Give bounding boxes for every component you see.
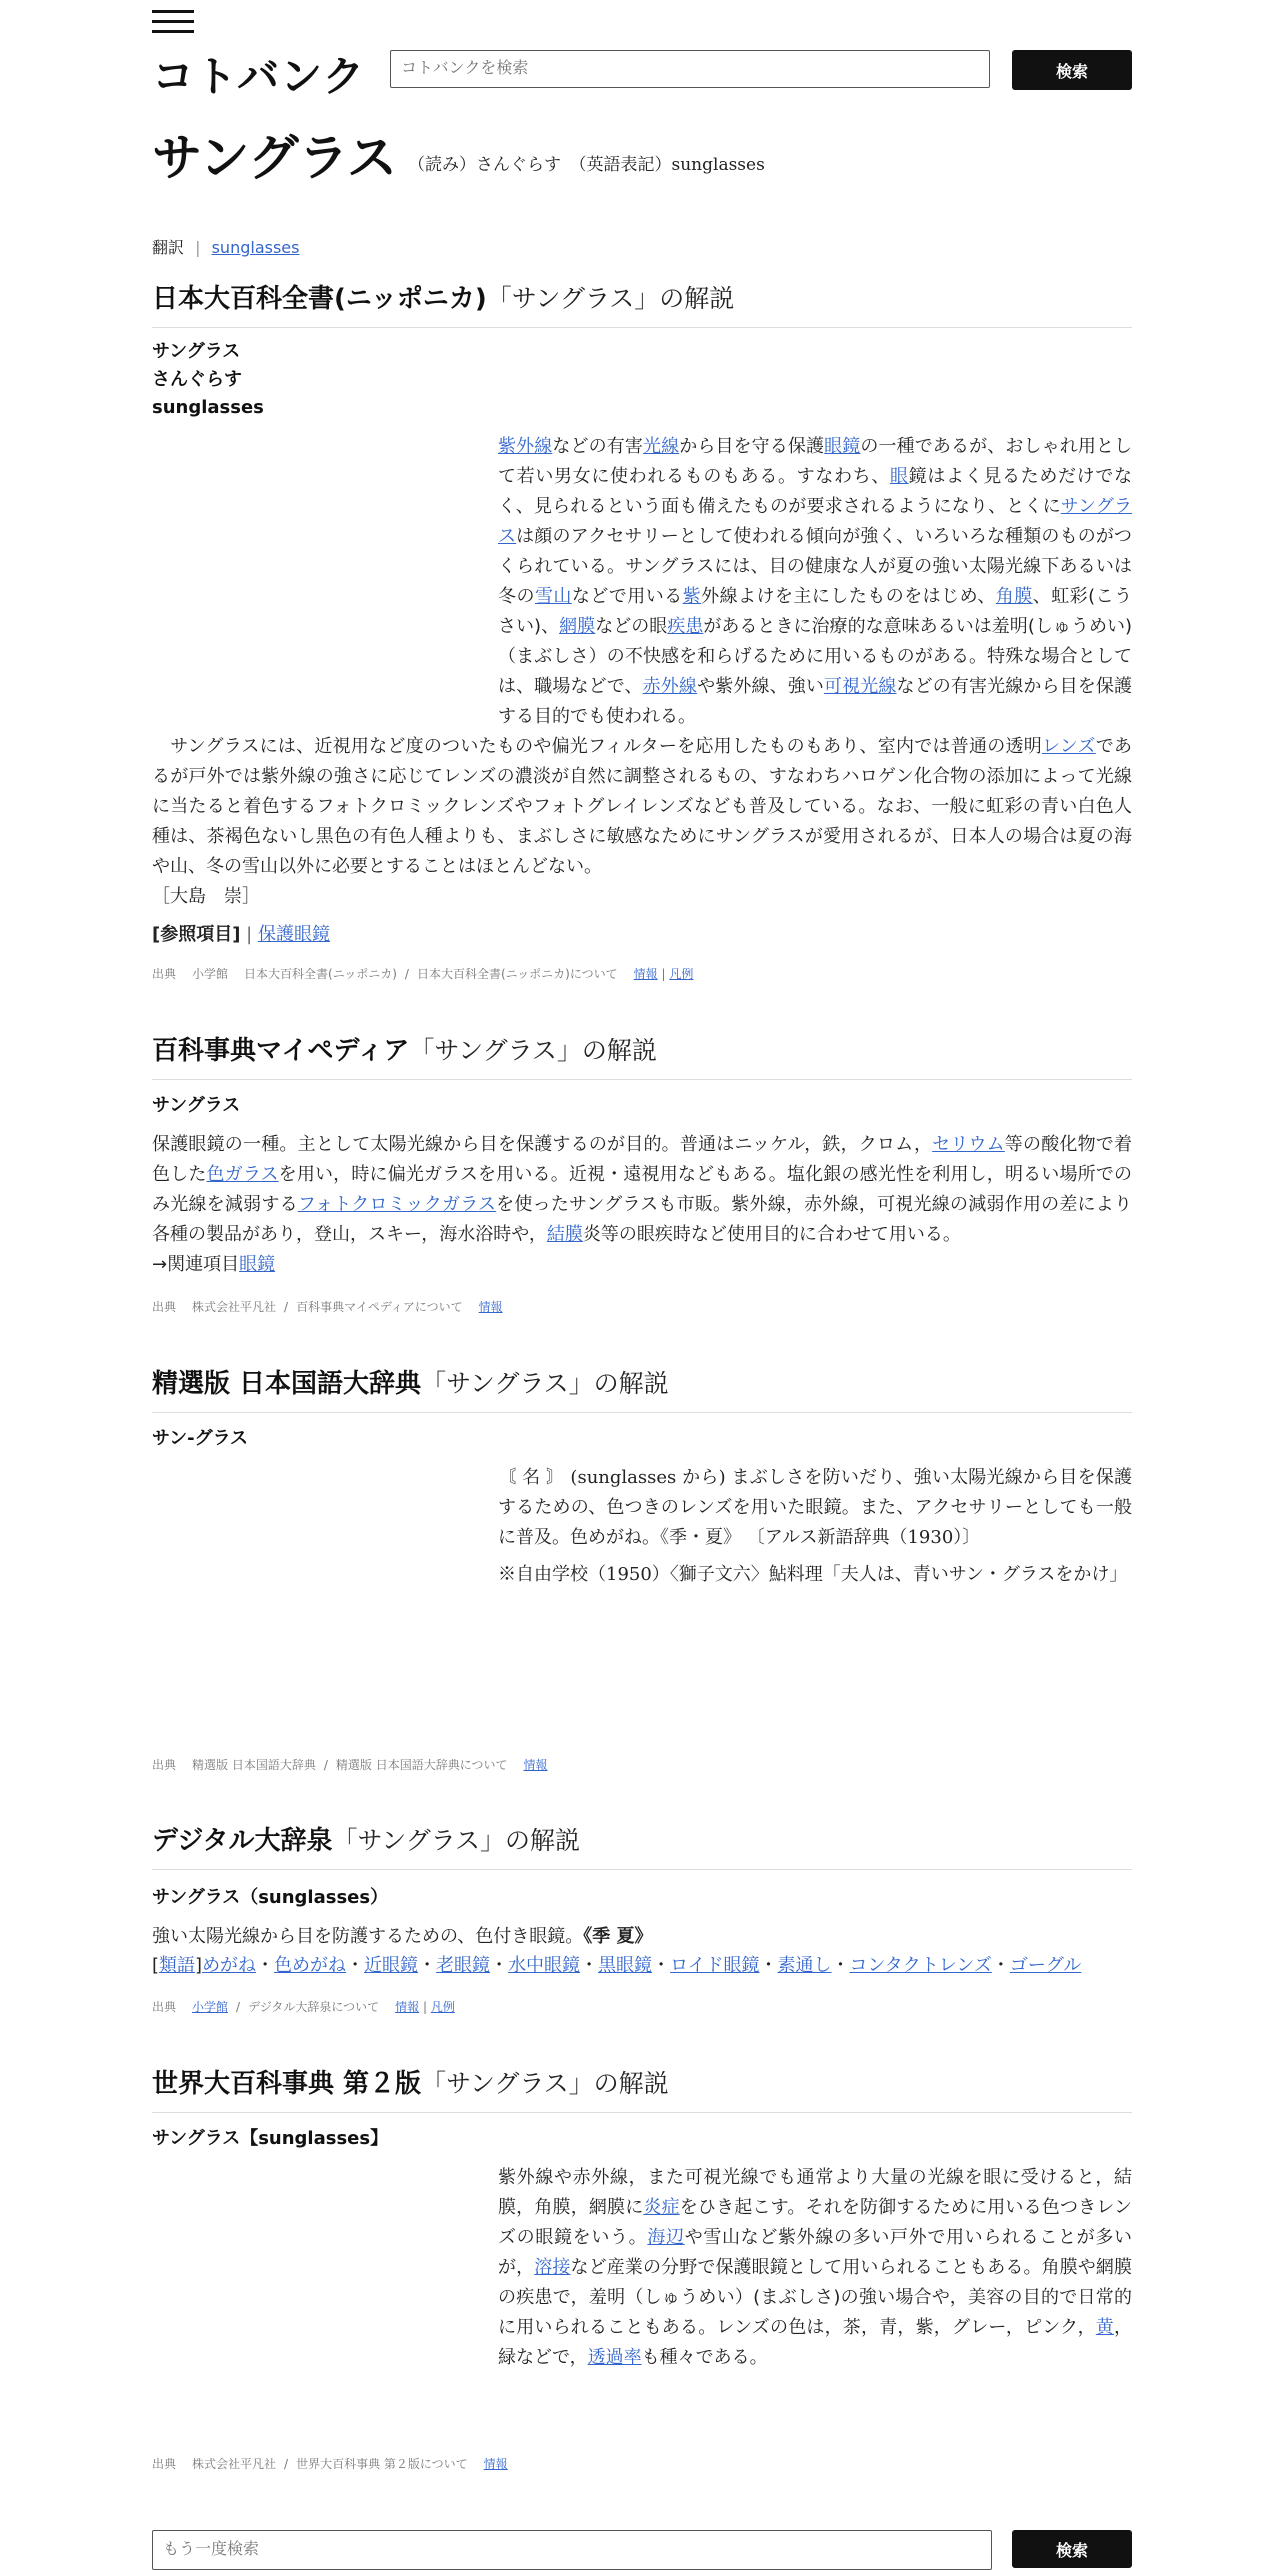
- bottom-search-button[interactable]: 検索: [1012, 2530, 1132, 2568]
- text-run: の一種であるが、おしゃれ用として若い男女に使われるものもある。すなわち、: [498, 436, 1133, 487]
- similar-word-link[interactable]: ロイド眼鏡: [670, 1955, 760, 1976]
- separator: ・: [759, 1955, 778, 1976]
- separator: ・: [346, 1955, 365, 1976]
- inline-link[interactable]: 溶接: [534, 2257, 571, 2278]
- text-run: や雪山など紫外線の多い戸外で用いられることが多いが，: [498, 2227, 1133, 2278]
- source-name: デジタル大辞泉: [152, 1826, 333, 1856]
- author: ［大島 崇］: [152, 886, 260, 907]
- section-title-rest: 「サングラス」の解説: [421, 2069, 669, 2098]
- daijisen-definition: 強い太陽光線から目を防護するための、色付き眼鏡。《季 夏》: [152, 1926, 653, 1947]
- inline-link[interactable]: 角膜: [995, 586, 1033, 607]
- headword-english: sunglasses: [152, 397, 264, 418]
- source-footer: 出典 株式会社平凡社 / 百科事典マイペディアについて 情報: [152, 1300, 503, 1314]
- seisen-definition: 〘 名 〙 (sunglasses から) まぶしさを防いだり、強い太陽光線から目を保護するための、色つきのレンズを用いた眼鏡。また、アクセサリーとしても一般に普及。色めがね。《季・夏》 〔アルス新語辞典（1930）〕: [498, 1467, 1132, 1548]
- similar-words-label[interactable]: 類語: [159, 1955, 196, 1976]
- source-footer: 出典 精選版 日本国語大辞典 / 精選版 日本国語大辞典について 情報: [152, 1758, 548, 1772]
- similar-word-link[interactable]: 老眼鏡: [436, 1955, 491, 1976]
- similar-words-line: [類語]めがね・色めがね・近眼鏡・老眼鏡・水中眼鏡・黒眼鏡・ロイド眼鏡・素通し・コンタクトレンズ・ゴーグル: [152, 1955, 1082, 1976]
- separator: ・: [831, 1955, 850, 1976]
- reference-line: [参照項目] | 保護眼鏡: [152, 924, 330, 945]
- section-title-rest: 「サングラス」の解説: [486, 284, 735, 313]
- similar-word-link[interactable]: 黒眼鏡: [598, 1955, 653, 1976]
- headword-reading: さんぐらす: [152, 369, 242, 390]
- section-title-sekai: [152, 2063, 1132, 2113]
- related-link[interactable]: 眼鏡: [239, 1254, 276, 1275]
- text-run: などの眼: [595, 616, 668, 637]
- text-run: も種々である。: [641, 2347, 768, 2368]
- text-run: をひき起こす。それを防御するために用いる色つきレンズの眼鏡をいう。: [498, 2197, 1133, 2248]
- translation-label: 翻訳: [152, 238, 185, 257]
- section-title-mypedia: [152, 1030, 1132, 1080]
- text-run: 紫外線や赤外線，また可視光線でも通常より大量の光線を眼に受けると，結膜，角膜，網膜に: [498, 2167, 1132, 2218]
- source-footer: 出典 小学館 / デジタル大辞泉について 情報 | 凡例: [152, 2000, 455, 2014]
- inline-link[interactable]: 眼: [890, 466, 909, 487]
- text-run: サングラスには、近視用など度のついたものや偏光フィルターを応用したものもあり、室内では普通の透明: [152, 736, 1042, 757]
- text-run: から目を守る保護: [679, 436, 825, 457]
- source-name: 百科事典マイペディア: [152, 1036, 410, 1066]
- translation-link[interactable]: sunglasses: [211, 238, 300, 257]
- source-footer: 出典 株式会社平凡社 / 世界大百科事典 第２版について 情報: [152, 2457, 508, 2471]
- reference-label: [参照項目]: [152, 924, 241, 945]
- source-name: 世界大百科事典 第２版: [152, 2069, 422, 2099]
- separator: ・: [418, 1955, 437, 1976]
- similar-word-link[interactable]: ゴーグル: [1009, 1955, 1082, 1976]
- similar-word-link[interactable]: 水中眼鏡: [508, 1955, 581, 1976]
- reference-link[interactable]: 保護眼鏡: [257, 924, 330, 945]
- reading-text: （読み）さんぐらす （英語表記）sunglasses: [408, 155, 765, 175]
- info-link[interactable]: 情報: [478, 1300, 503, 1314]
- search-input[interactable]: [390, 50, 990, 88]
- similar-word-link[interactable]: 素通し: [777, 1955, 832, 1976]
- section-title-rest: 「サングラス」の解説: [409, 1036, 657, 1065]
- search-button[interactable]: 検索: [1012, 50, 1132, 90]
- publisher-link[interactable]: 小学館: [192, 2000, 229, 2014]
- headword: サングラス: [152, 1095, 241, 1116]
- similar-word-link[interactable]: 色めがね: [274, 1955, 347, 1976]
- nipponica-paragraph-1: [498, 432, 1132, 732]
- inline-link[interactable]: 疾患: [667, 616, 704, 637]
- similar-word-link[interactable]: めがね: [202, 1955, 257, 1976]
- inline-link[interactable]: 赤外線: [642, 676, 698, 697]
- info-link[interactable]: 情報: [523, 1758, 548, 1772]
- source-name: 日本大百科全書(ニッポニカ): [152, 284, 487, 314]
- text-run: であるが戸外では紫外線の強さに応じてレンズの濃淡が自然に調整されるもの、すなわちハロゲン化合物の添加によって光線に当たると着色するフォトクロミックレンズやフォトグレイレンズなども普及している。なお、一般に虹彩の青い白色人種は、茶褐色ないし黒色の有色人種よりも、まぶしさに敏感なためにサングラスが愛用されるが、日本人の場合は夏の海や山、冬の雪山以外に必要とすることはほとんどない。: [152, 736, 1132, 877]
- section-title-seisen: [152, 1363, 1132, 1413]
- legend-link[interactable]: 凡例: [669, 967, 694, 981]
- related-line: →関連項目眼鏡: [152, 1254, 276, 1275]
- headword: サングラス: [152, 341, 241, 362]
- separator: ・: [256, 1955, 275, 1976]
- menu-icon[interactable]: [152, 10, 194, 32]
- section-title-rest: 「サングラス」の解説: [421, 1369, 669, 1398]
- inline-link[interactable]: 炎症: [643, 2197, 680, 2218]
- text-run: 、虹彩(こうさい)、: [498, 586, 1133, 637]
- inline-link[interactable]: 海辺: [647, 2227, 685, 2248]
- text-run: 外線よけを主にしたものをはじめ、: [701, 586, 996, 607]
- info-link[interactable]: 情報: [395, 2000, 420, 2014]
- bottom-search-input[interactable]: [152, 2530, 992, 2570]
- similar-word-link[interactable]: コンタクトレンズ: [849, 1955, 992, 1976]
- inline-link[interactable]: 眼鏡: [824, 436, 861, 457]
- section-title-nipponica: [152, 278, 1132, 328]
- info-link[interactable]: 情報: [483, 2457, 508, 2471]
- section-title-daijisen: [152, 1820, 1132, 1870]
- text-run: 炎等の眼疾時など使用目的に合わせて用いる。: [582, 1224, 961, 1245]
- source-footer: 出典 小学館 日本大百科全書(ニッポニカ) / 日本大百科全書(ニッポニカ)について 情報 | 凡例: [152, 967, 694, 981]
- season-label: 《季 夏》: [583, 1926, 653, 1947]
- text-run: を用い，時に偏光ガラスを用いる。近視・遠視用などもある。塩化銀の感光性を利用し，明るい場所でのみ光線を減弱する: [152, 1164, 1132, 1215]
- separator: ・: [991, 1955, 1010, 1976]
- legend-link[interactable]: 凡例: [430, 2000, 455, 2014]
- mypedia-paragraph: [152, 1130, 1132, 1250]
- text-run: などで用いる: [571, 586, 683, 607]
- inline-link[interactable]: 結膜: [546, 1224, 583, 1245]
- info-link[interactable]: 情報: [633, 967, 658, 981]
- text-run: ，緑などで，: [498, 2317, 1132, 2368]
- inline-link[interactable]: 黄: [1095, 2317, 1114, 2338]
- inline-link[interactable]: 光線: [642, 436, 680, 457]
- inline-link[interactable]: 透過率: [587, 2347, 642, 2368]
- separator: ・: [652, 1955, 671, 1976]
- page-title: サングラス: [152, 129, 397, 187]
- translation-line: 翻訳 | sunglasses: [152, 238, 300, 257]
- headword-block: [152, 338, 264, 422]
- text-run: があるときに治療的な意味あるいは羞明(しゅうめい)（まぶしさ）の不快感を和らげるために用いるものがある。特殊な場合としては、職場などで、: [498, 616, 1133, 697]
- inline-link[interactable]: 紫外線: [498, 436, 553, 457]
- sekai-paragraph: [498, 2163, 1132, 2373]
- headword: サングラス（sunglasses）: [152, 1887, 389, 1908]
- site-logo[interactable]: コトバンク: [152, 52, 366, 101]
- inline-link[interactable]: セリウム: [932, 1134, 1005, 1155]
- similar-words-list: [202, 1955, 1081, 1976]
- inline-link[interactable]: 可視光線: [823, 676, 897, 697]
- inline-link[interactable]: レンズ: [1042, 736, 1096, 757]
- text-run: を使ったサングラスも市販。紫外線，赤外線，可視光線の減弱作用の差により各種の製品があり，登山，スキー，海水浴時や，: [152, 1194, 1133, 1245]
- similar-word-link[interactable]: 近眼鏡: [364, 1955, 419, 1976]
- separator: ・: [490, 1955, 509, 1976]
- inline-link[interactable]: サングラス: [498, 496, 1133, 547]
- section-title-rest: 「サングラス」の解説: [332, 1826, 580, 1855]
- headword: サン‐グラス: [152, 1428, 249, 1449]
- text-run: や紫外線、強い: [697, 676, 824, 697]
- inline-link[interactable]: 紫: [682, 586, 702, 607]
- headword: サングラス【sunglasses】: [152, 2128, 389, 2149]
- text-run: などの有害光線から目を保護する目的でも使われる。: [498, 676, 1133, 727]
- inline-link[interactable]: 網膜: [559, 616, 596, 637]
- inline-link[interactable]: 雪山: [534, 586, 572, 607]
- text-run: 鏡はよく見るためだけでなく、見られるという面も備えたものが要求されるようになり、とくに: [498, 466, 1133, 517]
- source-name: 精選版 日本国語大辞典: [152, 1369, 422, 1399]
- inline-link[interactable]: フォトクロミックガラス: [297, 1194, 497, 1215]
- text-run: 等の酸化物で着色した: [152, 1134, 1133, 1185]
- text-run: は顔のアクセサリーとして使われる傾向が強く、いろいろな種類のものがつくられている。サングラスには、目の健康な人が夏の強い太陽光線下あるいは冬の: [498, 526, 1132, 607]
- text-run: などの有害: [552, 436, 643, 457]
- separator: ・: [580, 1955, 599, 1976]
- text-run: など産業の分野で保護眼鏡として用いられることもある。角膜や網膜の疾患で，羞明（しゅうめい）(まぶしさ)の強い場合や，美容の目的で日常的に用いられることもある。レンズの色は，茶，青，紫，グレー，ピンク，: [498, 2257, 1133, 2338]
- text-run: 保護眼鏡の一種。主として太陽光線から目を保護するのが目的。普通はニッケル，鉄，クロム，: [152, 1134, 933, 1155]
- nipponica-paragraph-2: [152, 732, 1132, 882]
- seisen-citation: ※自由学校（1950）〈獅子文六〉鮎料理「夫人は、青いサン・グラスをかけ」: [498, 1564, 1128, 1585]
- inline-link[interactable]: 色ガラス: [206, 1164, 279, 1185]
